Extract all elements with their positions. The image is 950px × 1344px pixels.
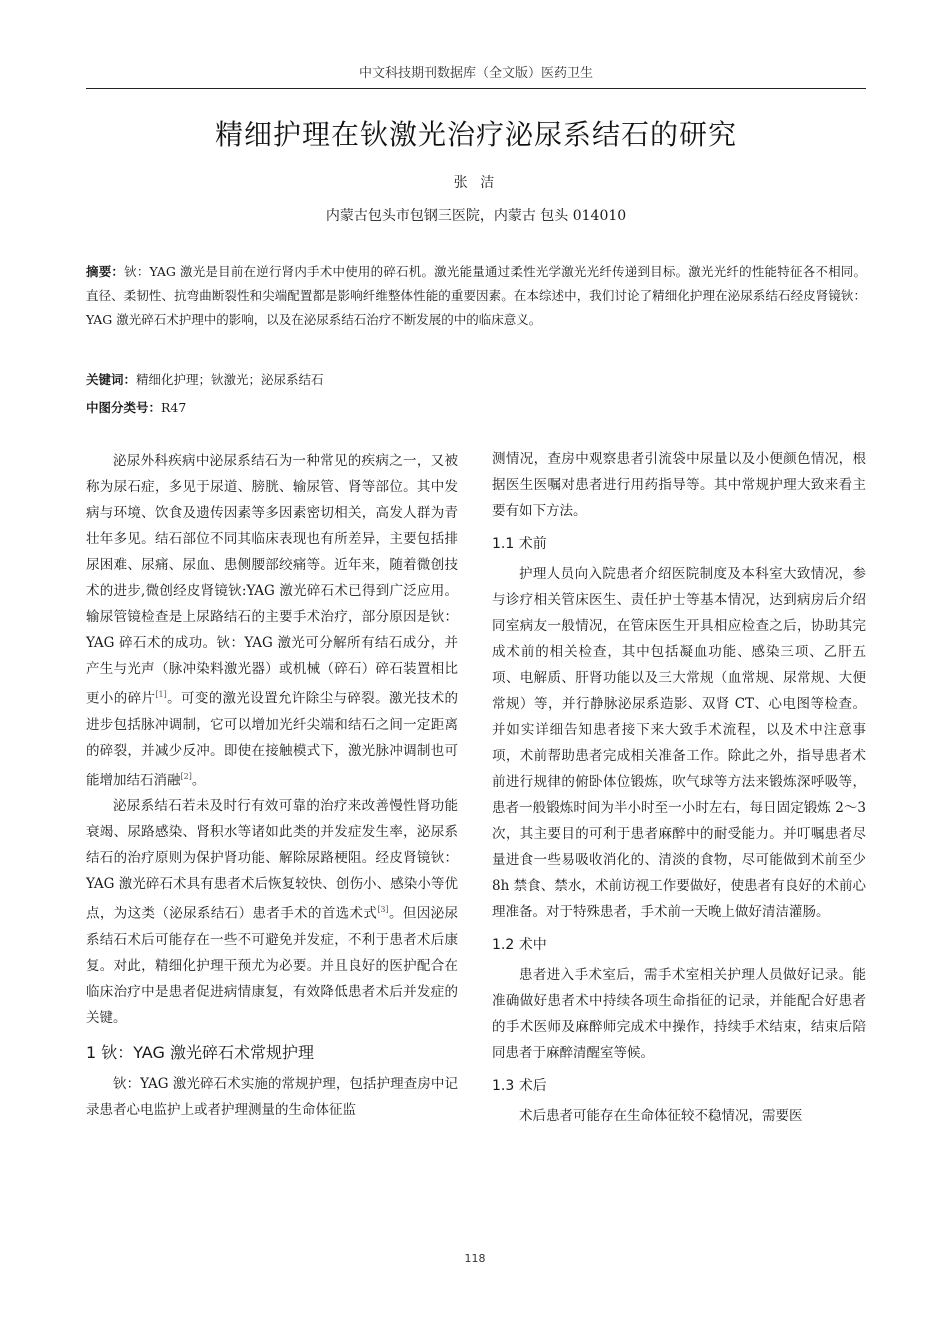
keywords-label: 关键词： <box>86 372 137 387</box>
paragraph-text: 。 <box>191 772 206 788</box>
paragraph-text: 泌尿外科疾病中泌尿系结石为一种常见的疾病之一，又被称为尿石症，多见于尿道、膀胱、输尿管、肾等部位。其中发病与环境、饮食及遗传因素等多因素密切相关，高发人群为青壮年多见。结石部位不同其临床表现也有所差异，主要包括排尿困难、尿痛、尿血、患侧腰部绞痛等。近年来，随着微创技术的进步,微创经皮肾镜钬:YAG 激光碎石术已得到广泛应用。输尿管镜检查是上尿路结石的主要手术治疗，部分原因是钬：YAG 碎石术的成功。钬：YAG 激光可分解所有结石成分，并产生与光声（脉冲染料激光器）或机械（碎石）碎石装置相比更小的碎片 <box>86 453 458 707</box>
abstract-label: 摘要： <box>86 264 125 279</box>
citation-2: [2] <box>180 771 192 781</box>
citation-1: [1] <box>155 690 167 699</box>
body-paragraph: 术后患者可能存在生命体征较不稳情况，需要医 <box>519 1108 803 1124</box>
paragraph-text: 泌尿系结石若未及时行有效可靠的治疗来改善慢性肾功能衰竭、尿路感染、肾积水等诸如此类的并发症发生率，泌尿系结石的治疗原则为保护肾功能、解除尿路梗阻。经皮肾镜钬：YAG 激光碎石术具有患者术后恢复较快、创伤小、感染小等优点，为这类（泌尿系结石）患者手术的首选术式 <box>86 798 458 922</box>
abstract-text: 钬：YAG 激光是目前在逆行肾内手术中使用的碎石机。激光能量通过柔性光学激光光纤传递到目标。激光光纤的性能特征各不相同。直径、柔韧性、抗弯曲断裂性和尖端配置都是影响纤维整体性能的重要因素。在本综述中，我们讨论了精细化护理在泌尿系结石经皮肾镜钬：YAG 激光碎石术护理中的影响，以及在泌尿系结石治疗不断发展的中的临床意义。 <box>86 264 866 327</box>
right-column <box>492 446 866 1129</box>
classification-text: R47 <box>161 400 187 415</box>
abstract <box>86 260 866 332</box>
header-rule <box>86 88 866 89</box>
keywords-line <box>86 370 324 388</box>
keywords-text: 精细化护理；钬激光；泌尿系结石 <box>136 372 324 387</box>
left-column <box>86 448 458 1123</box>
classification-line <box>86 398 186 416</box>
author-affiliation: 内蒙古包头市包钢三医院，内蒙古 包头 014010 <box>325 208 627 224</box>
paragraph-text: 。但因泌尿系结石术后可能存在一些不可避免并发症，不利于患者术后康复。对此，精细化护理干预尤为必要。并且良好的医护配合在临床治疗中是患者促进病情康复，有效降低患者术后并发症的关键。 <box>86 905 459 1026</box>
section-heading-1-2: 1.2 术中 <box>492 937 547 953</box>
section-heading-1-1: 1.1 术前 <box>492 536 547 552</box>
citation-3: [3] <box>377 905 389 914</box>
body-paragraph: 护理人员向入院患者介绍医院制度及本科室大致情况，参与诊疗相关管床医生、责任护士等基本情况，达到病房后介绍同室病友一般情况，在管床医生开具相应检查之后，协助其完成术前的相关检查，其中包括凝血功能、感染三项、乙肝五项、电解质、肝肾功能以及三大常规（血常规、尿常规、大便常规）等，并行静脉泌尿系造影、双肾 CT、心电图等检查。并如实详细告知患者接下来大致手术流程，以及术中注意事项，术前帮助患者完成相关准备工作。除此之外，指导患者术前进行规律的俯卧体位锻炼，吹气球等方法来锻炼深呼吸等，患者一般锻炼时间为半小时至一小时左右，每日固定锻炼 2～3 次，其主要目的可利于患者麻醉中的耐受能力。并叮嘱患者尽量进食一些易吸收消化的、清淡的食物，尽可能做到术前至少 8h 禁食、禁水，术前访视工作要做好，使患者有良好的术前心理准备。对于特殊患者，手术前一天晚上做好清洁灌肠。 <box>492 566 866 920</box>
journal-header: 中文科技期刊数据库（全文版）医药卫生 <box>358 66 593 81</box>
classification-label: 中图分类号： <box>86 400 162 415</box>
body-paragraph: 患者进入手术室后，需手术室相关护理人员做好记录。能准确做好患者术中持续各项生命指征的记录，并能配合好患者的手术医师及麻醉师完成术中操作，持续手术结束，结束后陪同患者于麻醉清醒室等候。 <box>492 967 866 1061</box>
body-paragraph: 钬：YAG 激光碎石术实施的常规护理，包括护理查房中记录患者心电监护上或者护理测量的生命体征监 <box>86 1075 458 1118</box>
article-title: 精细护理在钬激光治疗泌尿系结石的研究 <box>214 118 737 151</box>
section-heading-1: 1 钬：YAG 激光碎石术常规护理 <box>86 1042 314 1062</box>
page-number: 118 <box>464 1252 486 1265</box>
section-heading-1-3: 1.3 术后 <box>492 1078 547 1094</box>
body-paragraph: 测情况，查房中观察患者引流袋中尿量以及小便颜色情况，根据医生医嘱对患者进行用药指导等。其中常规护理大致来看主要有如下方法。 <box>492 451 866 519</box>
paragraph-text: 。可变的激光设置允许除尘与碎裂。激光技术的进步包括脉冲调制，它可以增加光纤尖端和结石之间一定距离的碎裂，并减少反冲。即使在接触模式下，激光脉冲调制也可能增加结石消融 <box>86 690 459 788</box>
body-paragraph <box>86 448 458 793</box>
author-name: 张 洁 <box>453 175 499 191</box>
body-paragraph <box>86 793 458 1031</box>
